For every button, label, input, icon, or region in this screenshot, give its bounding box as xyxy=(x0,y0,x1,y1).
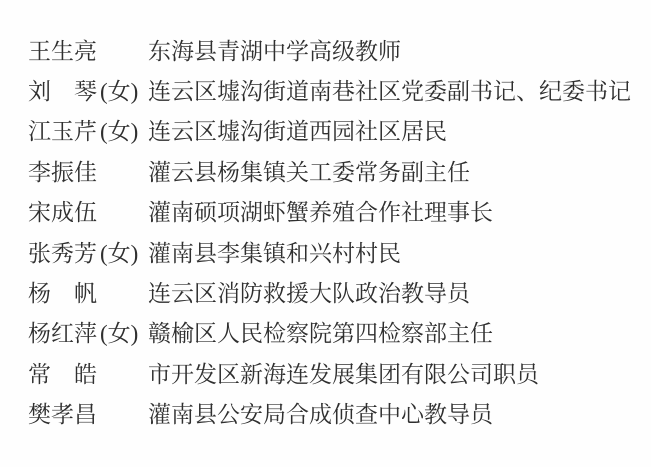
person-title: 灌南县李集镇和兴村村民 xyxy=(148,240,401,266)
person-title: 赣榆区人民检察院第四检察部主任 xyxy=(148,321,493,347)
person-title: 连云区墟沟街道西园社区居民 xyxy=(148,119,447,145)
list-item xyxy=(28,231,643,271)
person-title: 灌南硕项湖虾蟹养殖合作社理事长 xyxy=(148,200,493,226)
person-name: 常 皓 xyxy=(28,361,97,387)
person-name: 刘 琴 xyxy=(28,79,97,105)
list-item xyxy=(28,191,643,231)
gender-note: (女) xyxy=(100,79,139,105)
person-title: 东海县青湖中学高级教师 xyxy=(148,38,401,64)
person-title: 灌南县公安局合成侦查中心教导员 xyxy=(148,402,493,428)
person-title: 灌云县杨集镇关工委常务副主任 xyxy=(148,159,470,185)
person-title: 市开发区新海连发展集团有限公司职员 xyxy=(148,361,539,387)
person-name: 杨 帆 xyxy=(28,281,97,307)
gender-note: (女) xyxy=(100,119,139,145)
person-name: 江玉芹 xyxy=(28,119,97,145)
list-item xyxy=(28,352,643,392)
list-item xyxy=(28,150,643,190)
list-item xyxy=(28,110,643,150)
person-name: 王生亮 xyxy=(28,38,97,64)
list-item xyxy=(28,29,643,69)
person-title: 连云区墟沟街道南巷社区党委副书记、纪委书记 xyxy=(148,79,631,105)
person-name: 李振佳 xyxy=(28,159,97,185)
gender-note: (女) xyxy=(100,240,139,266)
person-name: 宋成伍 xyxy=(28,200,97,226)
list-item xyxy=(28,312,643,352)
person-name: 张秀芳 xyxy=(28,240,97,266)
list-item xyxy=(28,69,643,109)
person-name: 樊孝昌 xyxy=(28,402,97,428)
person-name: 杨红萍 xyxy=(28,321,97,347)
list-item xyxy=(28,271,643,311)
gender-note: (女) xyxy=(100,321,139,347)
list-item xyxy=(28,393,643,433)
person-title: 连云区消防救援大队政治教导员 xyxy=(148,281,470,307)
